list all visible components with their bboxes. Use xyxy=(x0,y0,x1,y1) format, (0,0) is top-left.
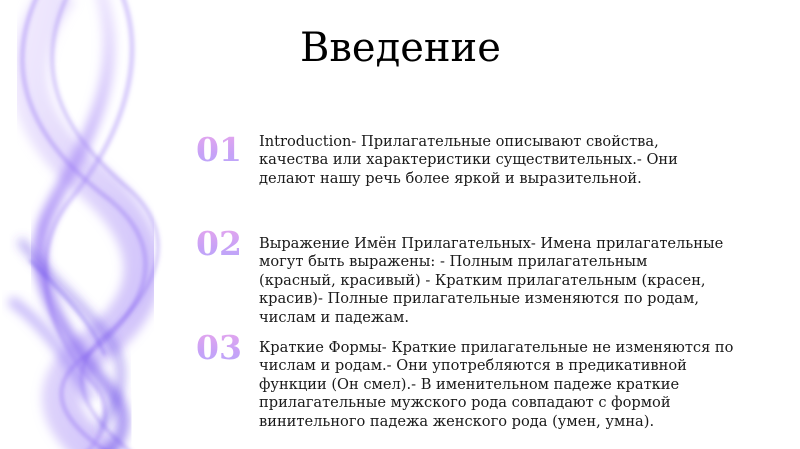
slide-title: Введение xyxy=(300,25,501,71)
item-number: 02 xyxy=(196,224,242,263)
item-text: Introduction- Прилагательные описывают свойства, качества или характеристики существительных.- Они делают нашу речь более яркой и выразительной. xyxy=(259,133,678,187)
item-number: 01 xyxy=(196,130,242,169)
item-text: Выражение Имён Прилагательных- Имена прилагательные могут быть выражены: - Полным прилагательным (красный, красивый) - Кратким прилагательным (красен, красив)- Полные прилагательные изменяются по родам, числам и падежам. xyxy=(259,235,724,326)
item-number: 03 xyxy=(196,328,242,367)
item-text: Краткие Формы- Краткие прилагательные не изменяются по числам и родам.- Они употребляются в предикативной функции (Он смел).- В именительном падеже краткие прилагательные мужского рода совпадают с формой винительного падежа женского рода (умен, умна). xyxy=(259,339,734,430)
purple-smoke-ribbon-decoration xyxy=(0,0,200,449)
